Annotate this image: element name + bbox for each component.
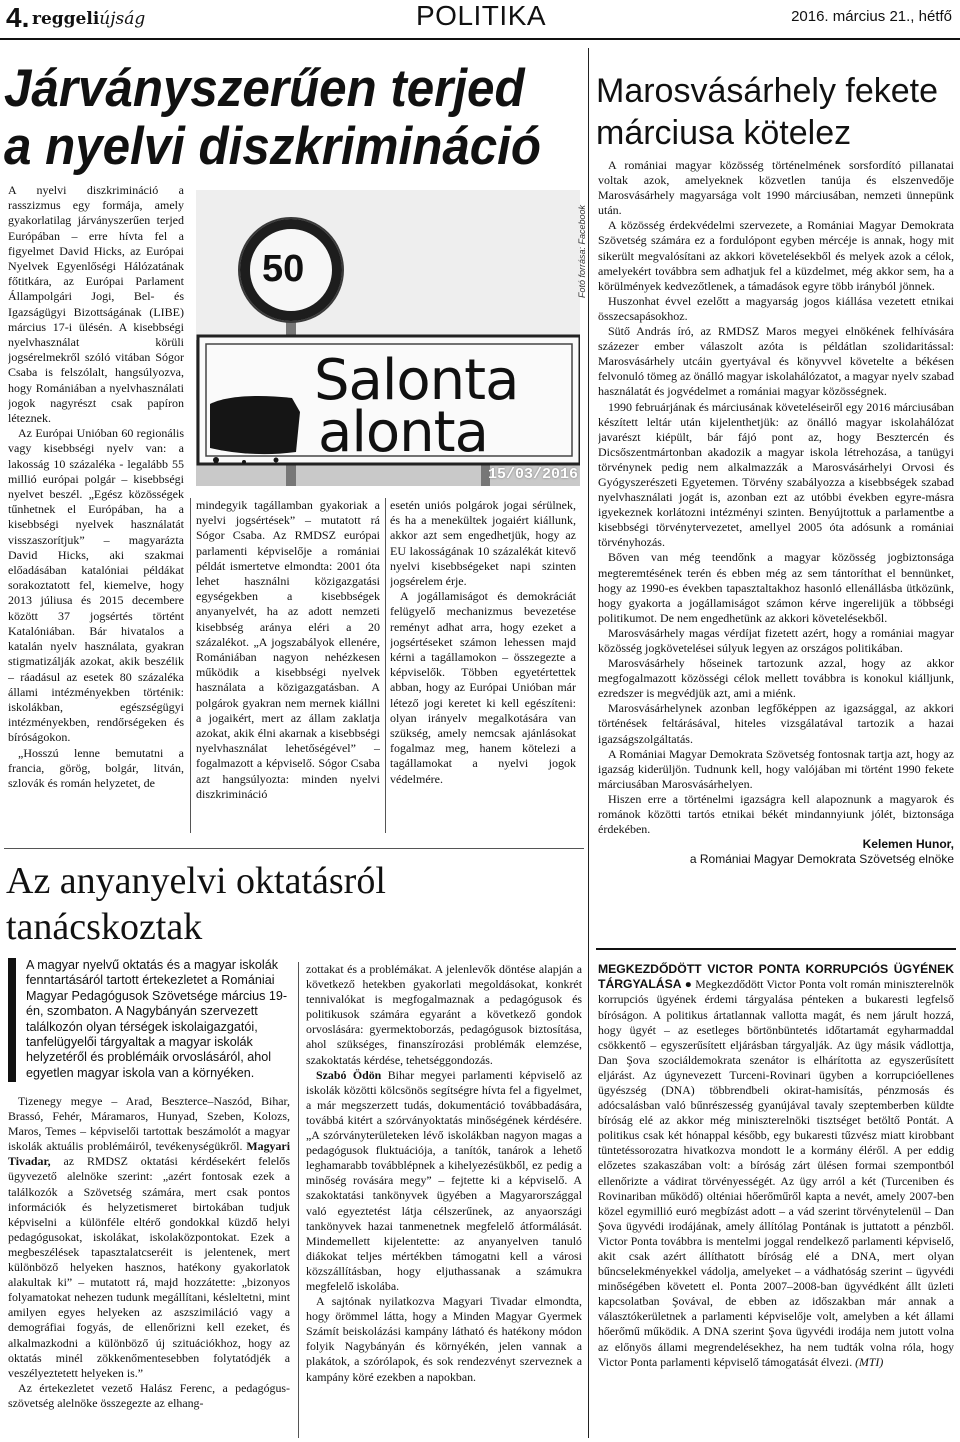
article3-col1-tail: Az értekezletet vezető Halász Ferenc, a pedagógus-szövetség alelnöke összegezte az elhang- [8,1380,290,1410]
article2-paragraph: Huszonhat évvel ezelőtt a magyarság jogos kiállása vezetett etnikai összecsapásokhoz. [598,293,954,323]
article1-col3-paragraph: A jogállamiságot és demokráciát felügyelő mechanizmus bevezetése reményt adhat arra, hogy ezeket a jogsértéseket számon lehessen majd kérni a tagállamokon – összegezte a képviselők. Többen egyetértettek abban, hogy az Európai Unióban már létező jogi keretet ki kell egészíteni: olyan irányelv megalkotására van szükség, amely nemcsak ajánlásokat fogalmaz meg, hanem kötelezi a tagállamokat a nyelvi jogok védelmére. [390,589,576,786]
article3-column2 [306,962,582,1438]
column-divider [588,48,589,1438]
column-divider [298,962,299,1438]
article2-paragraph: Sütő András író, az RMDSZ Maros megyei elnökének felhívására százezer ember válaszolt azóta is példátlan szolidaritással: Marosvásárhely utcáin gyertyával és könyvvel követelte a békésen felvonuló tömeg az önálló magyar iskolahálózatot, a magyar nyelv szabad használatát és jogvédelmet a romániai magyar közösségnek. [598,324,954,399]
photo-date-stamp: 15/03/2016 [488,466,579,483]
article1-column3 [390,498,576,838]
photo-credit: Fotó forrása: Facebook [577,204,587,298]
article3-speaker-name: Magyari Tivadar, [8,1139,290,1169]
brief-headline: MEGKEZDŐDÖTT VICTOR PONTA KORRUPCIÓS ÜGYÉNEK TÁRGYALÁSA [598,962,954,992]
article3-col2-paragraph: zottakat és a problémákat. A jelenlevők döntése alapján a következő hetekben gyakorlati megoldásokat, konkrét tennivalókat is megfogalmaznak a pedagógusok és politikusok számára egyaránt a következő gondok orvoslására: gyermektoborzás, pedagógusok biztosítása, ahol szükséges, finanszírozási problémák elemzése, szakoktatás kérdése, tehetséggondozás. [306,962,582,1067]
sign-town-name: Salonta [314,348,519,413]
article2-paragraph: A romániai magyar közösség történelmének sorsfordító pillanatai voltak azok, amelyeknek közvetlen tanúja és elszenvedője Marosvásárhely magyarsága volt 1990 márciusában, nemzeti ünnepünk után. [598,158,954,218]
article2-paragraph: Bőven van még teendőnk a magyar közösség jogbiztonsága megteremtésének terén és ebben még az sem tántoríthat el bennünket, hogy az 1990-es években tapasztaltakhoz hasonló ellenállásba ütközünk, hogy gyakorta a jogállamiságot számon kérve ingerelijük a többségi politikumot. De nem engedhetünk az akkori követelésekből. [598,550,954,625]
article3-col2-paragraph: Bihar megyei parlamenti képviselő az iskolák közötti kölcsönös segítségre hívta fel a figyelmet, a már megszerzett tudás, dokumentáció továbbadására, továbbá kitért a szórványoktatás minőségének kérdésére. „A szórványterületeken lévő iskolákban nagyon magas a pedagógusok fluktuációja, a tanítók, tanárok a lehető leghamarabb továbblépnek a kihelyezésükből, ez pedig a minőség rovására megy” – fejtette ki a képviselő. A szakoktatási tankönyvek ügyében a Magyarországgal való egyeztetést látja célszerűnek, az anyaországi tankönyvek hazai tanmenetnek megfelelő átformálását. Mindemellett kijelentette: az anyanyelven tanuló diákokat teljes mértékben támogatni kell a városi közszállításban, hogy eljuthassanak a számukra megfelelő iskolába. [306,1067,582,1293]
article3-col2-paragraph: A sajtónak nyilatkozva Magyari Tivadar elmondta, hogy örömmel látta, hogy a Minden Magyar Gyermek Számít beiskolázási kampány látható és hatékony módon folyik Nagybányán és környékén, jelen vannak a plakátok, a szórólapok, és sok rendezvényt szerveznek a kampány köré ezekben a napokban. [306,1294,582,1384]
article2-paragraph: Marosvásárhely hőseinek tartozunk azzal, hogy az akkor megfogalmazott közösségi célok mellett továbbra is konokul kiálljunk, ezredszer is megvédjük azt, ami a miénk. [598,656,954,701]
article2-paragraph: Marosvásárhelynek azonban legfőképpen az igazsággal, az akkori történések feltárásával, hiteles vizsgálatával tartozik a hazai igazságszolgáltatás. [598,701,954,746]
article1-col1-paragraph: A nyelvi diszkrimináció a rasszizmus egy formája, amely gyakorlatilag járványszerűen terjed Európában – erre hívta fel a figyelmet David Hicks, az Európai Nyelvek Egyenlőségi Hálózatának főtitkára, az Európai Parlament Állampolgári Jogi, Bel- és Igazságügyi Bizottságának (LIBE) március 17-i ülésén. A kisebbségi nyelvhasználat körüli jogsérelmekről szóló vitában Sógor Csaba is felszólalt, hangsúlyozva, hogy Romániában a nyelvhasználati jogok nagyrészt csak papíron léteznek. [8,183,184,426]
article1-col1-paragraph: Az Európai Unióban 60 regionális vagy kisebbségi nyelv van: a lakosság 10 százaléka - legalább 55 millió európai polgár – kisebbségi nyelvet beszél. „Egész közösségek tűnhetnek el Európában, ha a kisebbségi nyelvek használatát visszaszorítjuk” – magyarázta David Hicks, aki szakmai előadásában katalóniai példákat sorakoztatott fel, kiemelve, hogy 2013 júliusa és 2015 decembere között 37 jogsértés történt Katalóniában. Bár hivatalos a katalán nyelv használata, gyakran stigmatizálják azokat, akik beszélik – ráadásul az esetek 80 százaléka állami intézményekben történik: iskolákban, egészségügyi intézményekben, rendőrségeken és bíróságokon. [8,426,184,745]
article1-column1 [8,183,184,839]
page-number: 4. [6,2,30,33]
article3-speaker-name: Szabó Ödön [316,1067,382,1082]
logo-bold-part: reggeli [32,9,100,29]
section-title: POLITIKA [416,0,547,31]
signature-role: a Romániai Magyar Demokrata Szövetség elnöke [689,852,954,867]
article1-headline: Járványszerűen terjed a nyelvi diszkrimináció [4,59,541,176]
article2-paragraph: A Romániai Magyar Demokrata Szövetség fontosnak tartja azt, hogy az igazság kiderüljön. Tudnunk kell, hogy valójában mi történt 1990 fekete márciusában Marosvásárhelyen. [598,746,954,791]
news-brief [598,962,954,1438]
article2-body [598,158,954,944]
header-rule [0,38,960,40]
article2-headline: Marosvásárhely fekete márciusa kötelez [596,72,939,152]
article3-col1-rest: az RMDSZ oktatási kérdésekért felelős ügyvezető alelnöke szerint: „azért fontosak ezek a találkozók a Szövetség számára, mert csak pontos információk és helyzetismeret birtokában tudjuk képviselni a különféle eltérő gondokkal küzdő helyi pedagógusokat, iskolákat, iskolaközpontokat. Ezek a megbeszélések tapasztalatcseréit is jelentenek, mert különböző helyeken hasznos, hatékony gyakorlatok alakultak ki” – mutatott rá, majd hozzátette: „bizonyos folyamatokat nehezen tudunk megállítani, késleltetni, mint amilyen egyes helyeken az aszszimiláció vagy a demográfiai fogyás, de ellenőrizni kell ezeket, és alkalmazkodni a különböző új szituációkhoz, hogy az oktatás minél zökkenőmentesebben folytatódjék a veszélyeztetett helyeken is.” [8,1154,290,1380]
section-divider [4,848,584,849]
column-divider [385,498,386,833]
speed-limit-number: 50 [262,248,305,290]
article1-column2 [196,498,380,838]
issue-date: 2016. március 21., hétfő [791,8,952,25]
column-divider [190,498,191,833]
signature-name: Kelemen Hunor, [862,837,954,852]
town-sign-photo [196,190,580,486]
logo-italic-part: újság [99,9,146,29]
article2-paragraph: Marosvásárhely magas vérdíjat fizetett azért, hogy a romániai magyar közösség jogkövetelései súlyuk legyen az országos politikában. [598,625,954,655]
article3-col1-lead: Tizenegy megye – Arad, Beszterce–Naszód, Bihar, Brassó, Fehér, Máramaros, Hunyad, Szeben, Kolozs, Maros, Temes – képviselői tartottak beszámolót a magyar iskolák aktuális problémáiról, tevékenységükről. [8,1094,290,1154]
article2-paragraph: Hiszen erre a történelmi igazságra kell alapoznunk a magyarok és románok közötti tartós etnikai békét mindannyiunk jólét, biztonsága érdekében. [598,791,954,837]
brief-bullet: ● [684,977,693,992]
article2-paragraph: A közösség érdekvédelmi szervezete, a Romániai Magyar Demokrata Szövetség számára ez a fordulópont egyben mércéje is annak, hogy mit sikerült megvalósítani az akkori követelésekből és melyek azok a célok, amelyekért továbbra sem adhatjuk fel a küzdelmet, még akkor sem, ha a körülmények kedvezőtlenek, a támadások egyre több irányból jönnek. [598,218,954,293]
article3-headline: Az anyanyelvi oktatásról tanácskoztak [6,860,386,948]
brief-text: Megkezdődött Victor Ponta volt román miniszterelnök korrupciós ügyének érdemi tárgyalása pénteken a bukaresti legfelső bíróságon. A politikus ártatlannak vallotta magát, és nem járult hozzá, hogy ügyét – az esetleges börtönbüntetés időtartamát egyharmaddal csökkentő – egyszerűsített eljárásban tárgyalják. Az ügy másik vádlottja, Dan Şova szociáldemokrata szenátor is elhárította az egyszerűsített eljárást. Az úgynevezett Turceni-Rovinari ügyben a korrupcióellenes ügyészség (DNA) többrendbeli okirat-hamisítás, pénzmosás és adócsalásban való bűnrészesség gyanújával tavaly szeptemberben küldte bíróság elé az akkor még miniszterelnöki tisztséget betöltő Pontát. A politikus csak két hónappal később, egy bukaresti tűzvész miatt kirobbant tüntetéssorozatra hivatkozva mondott le a kormány éléről. A per eddig előzetes szakaszában volt: a bíróság zárt ülésen formai szempontból ellenőrizte a vádirat törvényességét. Az ügy arról a két (Turceniben és Rovinariban működő) olténiai hőerőműről kapta a nevét, amely 2007-ben közel egymillió euró megbízást adott – a vád szerint törvénytelenül – Dan Şova ügyvédi irodájának, amely állítólag Pontának is juttatott a pénzből. Victor Ponta továbbra is mentelmi joggal rendelkező parlamenti képviselő, akit csak azért állíthatott bíróság elé a DNA, mert olyan bűncselekményekkel vádolja, amelyeket – a vádhatóság szerint – ügyvédi minőségében követett el. Ponta 2007–2008-ban ügyvédként állt üzleti kapcsolatban Şovával, de ebben az időszakban már annak a választókerületnek a parlamenti képviselője volt, amelyben a két állami hőerőmű működik. A DNA szerint Şova ügyvédi irodája nem jutott volna az előnyös állami megrendelésekhez, ha nem tudták volna róla, hogy Victor Ponta parlamenti képviselő támogatását élvezi. [598,977,954,1369]
sign-town-name-obscured: alonta [318,400,488,465]
newspaper-logo [32,9,145,29]
article3-column1 [8,1094,290,1438]
brief-source: (MTI) [855,1354,884,1369]
article1-col1-paragraph: „Hosszú lenne bemutatni a francia, görög, bolgár, litván, szlovák és román helyzetet, de [8,745,184,790]
article1-col3-paragraph: esetén uniós polgárok jogai sérülnek, és ha a menekültek jogaiért kiállunk, akkor azt sem engedhetjük, hogy az EU lakosságának 10 százalékát kitevő nyelvi kisebbségeket napi szinten jogsérelem érje. [390,498,576,589]
article2-paragraph: 1990 februárjának és márciusának követeléseiről egy 2016 márciusában készített leltár után kijelenthetjük: az önálló magyar iskolahálózat javarészt kiépült, bár fájó pont az, hogy Besztercén és Dicsőszentmártonban akadozik a magyar iskola létrehozása, a tanügyi törvénynek pedig nem alkalmazzák a Marosvásárhelyi Orvosi és Gyógyszerészeti Egyetemen. Törvény szabályozza a kisebbségek szabad nyelvhasználati jogát is, azonban ezt az utóbbi években egyre-másra igyekeznek korlátozni intézményi szinten. Benyújtottuk a parlamentbe a kisebbségi törvénytervezetet, amellyel 2005 óta adósunk a romániai törvényhozás. [598,399,954,550]
article3-intro: A magyar nyelvű oktatás és a magyar iskolák fenntartásáról tartott értekezletet a Romániai Magyar Pedagógusok Szövetsége március 19-én, szombaton. A Nagybányán szervezett találkozón olyan térségek iskolaigazgatói, tanfelügyelői tárgyaltak a magyar iskolák helyzetéről és problémáik orvoslásáról, ahol egyetlen magyar iskola van a környéken. [8,958,290,1082]
section-divider [596,948,956,950]
article1-col2-paragraph: mindegyik tagállamban gyakoriak a nyelvi jogsértések” – mutatott rá Sógor Csaba. Az RMDSZ európai parlamenti képviselője a romániai példát ismertetve elmondta: 2001 óta lehet használni közigazgatási egységekben a kisebbségek anyanyelvét, ha az adott nemzeti kisebbség aránya eléri a 20 százalékot. „A jogszabályok ellenére, Romániában nagyon nehézkesen működik a kisebbségi nyelvek használata a közigazgatásban. A polgárok gyakran nem mernek kiállni a jogaikért, mert az állam zaklatja azokat, akik élni akarnak a kisebbségi nyelvhasználat lehetőségével” – fogalmazott a képviselő. Sógor Csaba azt hangsúlyozta: minden nyelvi diszkrimináció [196,498,380,801]
